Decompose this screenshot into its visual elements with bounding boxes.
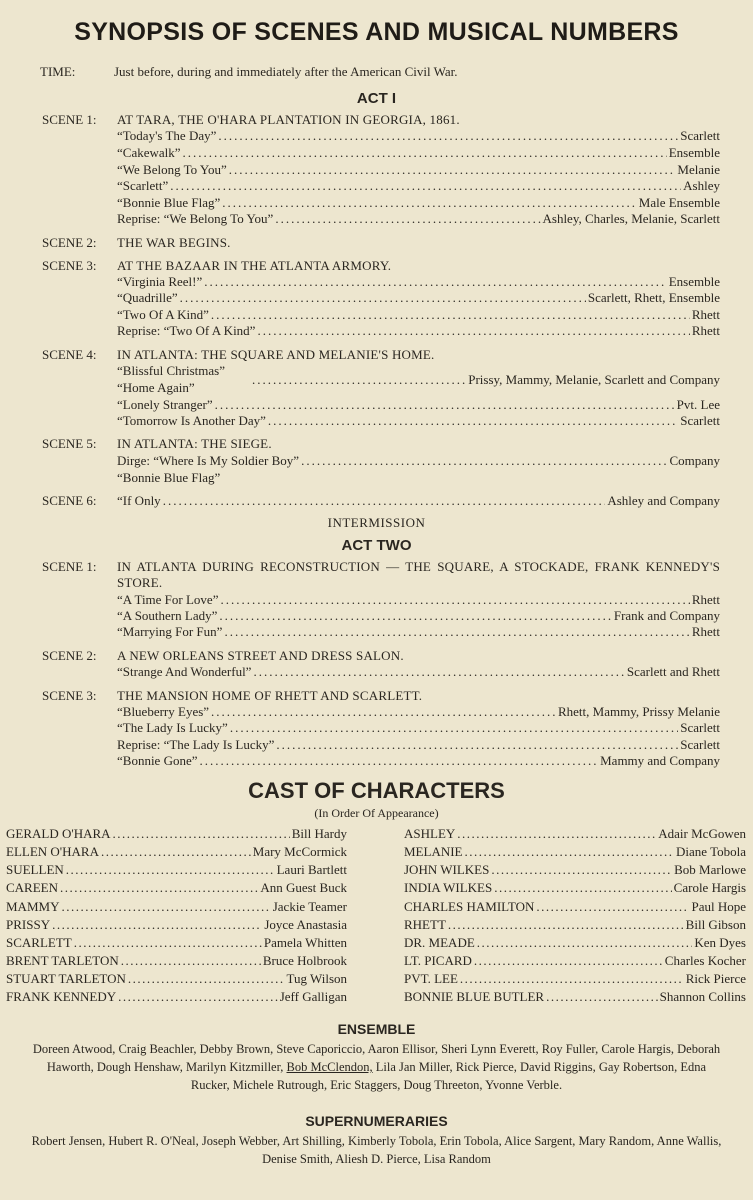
song-row xyxy=(117,128,720,144)
leader-dots xyxy=(60,879,258,897)
song-title: “Blueberry Eyes” xyxy=(117,704,210,719)
song-title: “Marrying For Fun” xyxy=(117,624,223,639)
scene-title: THE MANSION HOME OF RHETT AND SCARLETT. xyxy=(117,688,423,703)
leader-dots xyxy=(211,704,556,720)
scene-title: AT TARA, THE O'HARA PLANTATION IN GEORGIA, 1861. xyxy=(117,112,460,127)
page-title: SYNOPSIS OF SCENES AND MUSICAL NUMBERS xyxy=(74,18,679,46)
leader-dots xyxy=(252,372,466,388)
leader-dots xyxy=(101,843,251,861)
song-title: Reprise: “The Lady Is Lucky” xyxy=(117,737,275,752)
leader-dots xyxy=(301,453,667,469)
cast-row xyxy=(404,934,746,952)
song-performers: Scarlett xyxy=(680,413,720,428)
song-row xyxy=(117,704,720,720)
leader-dots xyxy=(222,195,637,211)
scene-title: IN ATLANTA: THE SIEGE. xyxy=(117,436,272,451)
character-name: LT. PICARD xyxy=(404,953,472,968)
leader-dots xyxy=(74,934,262,952)
character-name: STUART TARLETON xyxy=(6,971,126,986)
character-name: PVT. LEE xyxy=(404,971,458,986)
character-name: MELANIE xyxy=(404,844,463,859)
song-title: “Tomorrow Is Another Day” xyxy=(117,413,266,428)
character-name: BRENT TARLETON xyxy=(6,953,119,968)
character-name: ASHLEY xyxy=(404,826,456,841)
leader-dots xyxy=(170,178,681,194)
song-title: “Two Of A Kind” xyxy=(117,307,209,322)
time-line xyxy=(40,64,457,80)
song-row xyxy=(117,720,720,736)
ensemble-names-part: Lila Jan Miller, Rick Pierce, David Riggins, Gay Robertson, Edna Rucker, Michele Rutrough, Eric Staggers, Doug Threeton, Yvonne Verble. xyxy=(190,1060,707,1092)
ensemble-names-part: Doreen Atwood, Craig Beachler, Debby Brown, Steve Caporiccio, Aaron Ellisor, Sheri Lynn Everett, Roy Fuller, Carole Hargis, Deborah Haworth, Dough Henshaw, Marilyn Kitzmiller, xyxy=(32,1042,721,1074)
scene-label: SCENE 5: xyxy=(42,436,97,451)
song-performers: Rhett xyxy=(691,323,720,338)
character-name: ELLEN O'HARA xyxy=(6,844,99,859)
cast-row xyxy=(404,952,746,970)
song-title: Reprise: “Two Of A Kind” xyxy=(117,323,256,338)
actor-name: Rick Pierce xyxy=(685,971,746,986)
song-title: Dirge: “Where Is My Soldier Boy” xyxy=(117,453,300,468)
leader-dots xyxy=(457,825,656,843)
actor-name: Lauri Bartlett xyxy=(276,862,347,877)
song-title: “A Time For Love” xyxy=(117,592,219,607)
song-title: “Lonely Stranger” xyxy=(117,397,213,412)
song-row xyxy=(117,274,720,290)
character-name: INDIA WILKES xyxy=(404,880,493,895)
character-name: SUELLEN xyxy=(6,862,64,877)
song-performers: Company xyxy=(669,453,720,468)
scene-title: THE WAR BEGINS. xyxy=(117,235,231,250)
song-title: “Today's The Day” xyxy=(117,128,217,143)
leader-dots xyxy=(211,307,690,323)
leader-dots xyxy=(253,664,624,680)
cast-row xyxy=(6,934,347,952)
actor-name: Charles Kocher xyxy=(664,953,746,968)
character-name: SCARLETT xyxy=(6,935,72,950)
song-row xyxy=(117,493,720,509)
actor-name: Paul Hope xyxy=(691,899,746,914)
time-label: TIME: xyxy=(40,64,76,79)
song-performers: Ensemble xyxy=(668,274,720,289)
song-title: “Home Again” xyxy=(117,380,195,395)
song-row xyxy=(117,453,720,469)
act-two-heading: ACT TWO xyxy=(341,537,412,554)
actor-name: Joyce Anastasia xyxy=(264,917,347,932)
leader-dots xyxy=(224,624,689,640)
actor-name: Bill Gibson xyxy=(685,917,746,932)
cast-row xyxy=(404,825,746,843)
song-performers: Ashley xyxy=(683,178,720,193)
song-performers: Ashley and Company xyxy=(607,493,720,508)
song-performers: Scarlett xyxy=(680,720,720,735)
actor-name: Mary McCormick xyxy=(252,844,347,859)
song-performers: Pvt. Lee xyxy=(676,397,720,412)
song-row xyxy=(117,413,720,429)
song-performers: Ensemble xyxy=(668,145,720,160)
leader-dots xyxy=(200,753,599,769)
leader-dots xyxy=(66,861,275,879)
actor-name: Bruce Holbrook xyxy=(262,953,347,968)
song-title: “A Southern Lady” xyxy=(117,608,218,623)
actor-name: Bob Marlowe xyxy=(674,862,746,877)
time-text: Just before, during and immediately after the American Civil War. xyxy=(114,64,458,79)
leader-dots xyxy=(477,934,693,952)
act-one-heading: ACT I xyxy=(356,90,397,107)
leader-dots xyxy=(118,988,278,1006)
leader-dots xyxy=(448,916,684,934)
cast-row xyxy=(6,861,347,879)
scene-label: SCENE 4: xyxy=(42,347,97,362)
leader-dots xyxy=(183,145,667,161)
character-name: DR. MEADE xyxy=(404,935,475,950)
character-name: PRISSY xyxy=(6,917,51,932)
song-title: “Blissful Christmas” xyxy=(117,363,225,378)
song-row xyxy=(117,397,720,413)
song-title: Reprise: “We Belong To You” xyxy=(117,211,274,226)
cast-row xyxy=(404,843,746,861)
character-name: BONNIE BLUE BUTLER xyxy=(404,989,545,1004)
leader-dots xyxy=(121,952,261,970)
character-name: GERALD O'HARA xyxy=(6,826,111,841)
leader-dots xyxy=(220,592,689,608)
cast-row xyxy=(6,970,347,988)
scene-title: A NEW ORLEANS STREET AND DRESS SALON. xyxy=(117,648,404,663)
scene-title: AT THE BAZAAR IN THE ATLANTA ARMORY. xyxy=(117,258,392,273)
leader-dots xyxy=(204,274,666,290)
intermission-label: INTERMISSION xyxy=(327,515,426,530)
leader-dots xyxy=(219,608,611,624)
leader-dots xyxy=(163,493,606,509)
actor-name: Bill Hardy xyxy=(291,826,347,841)
actor-name: Tug Wilson xyxy=(286,971,347,986)
cast-row xyxy=(404,988,746,1006)
actor-name: Jackie Teamer xyxy=(272,899,347,914)
character-name: CHARLES HAMILTON xyxy=(404,899,535,914)
scene-label: SCENE 2: xyxy=(42,235,97,250)
song-row xyxy=(117,211,720,227)
song-row xyxy=(117,178,720,194)
song-title: “We Belong To You” xyxy=(117,162,227,177)
leader-dots xyxy=(218,128,678,144)
leader-dots xyxy=(52,916,262,934)
song-performers: Melanie xyxy=(677,162,720,177)
scene-label: SCENE 6: xyxy=(42,493,97,508)
song-title: “Bonnie Gone” xyxy=(117,753,198,768)
song-performers: Scarlett xyxy=(680,737,720,752)
actor-name: Carole Hargis xyxy=(673,880,746,895)
song-row xyxy=(117,162,720,178)
character-name: MAMMY xyxy=(6,899,60,914)
actor-name: Pamela Whitten xyxy=(263,935,347,950)
ensemble-heading: ENSEMBLE xyxy=(337,1021,416,1037)
cast-row xyxy=(6,879,347,897)
song-title: “Bonnie Blue Flag” xyxy=(117,195,221,210)
leader-dots xyxy=(257,323,689,339)
scene-label: SCENE 1: xyxy=(42,112,97,127)
song-performers: Ashley, Charles, Melanie, Scarlett xyxy=(542,211,720,226)
song-row xyxy=(117,664,720,680)
cast-row xyxy=(6,916,347,934)
leader-dots xyxy=(460,970,684,988)
leader-dots xyxy=(494,879,671,897)
leader-dots xyxy=(180,290,586,306)
song-title: “Virginia Reel!” xyxy=(117,274,203,289)
leader-dots xyxy=(268,413,678,429)
actor-name: Ken Dyes xyxy=(694,935,746,950)
cast-row xyxy=(6,988,347,1006)
song-row xyxy=(117,608,720,624)
character-name: JOHN WILKES xyxy=(404,862,490,877)
leader-dots xyxy=(61,898,270,916)
song-performers: Mammy and Company xyxy=(600,753,720,768)
song-title: “Bonnie Blue Flag” xyxy=(117,470,221,485)
character-name: RHETT xyxy=(404,917,446,932)
leader-dots xyxy=(275,211,540,227)
song-title: “Scarlett” xyxy=(117,178,169,193)
song-row xyxy=(117,145,720,161)
actor-name: Adair McGowen xyxy=(658,826,746,841)
character-name: FRANK KENNEDY xyxy=(6,989,117,1004)
cast-row xyxy=(6,843,347,861)
song-performers: Rhett xyxy=(691,592,720,607)
ensemble-names xyxy=(30,1040,723,1094)
character-name: CAREEN xyxy=(6,880,58,895)
supernumeraries-heading: SUPERNUMERARIES xyxy=(305,1113,448,1129)
cast-title: CAST OF CHARACTERS xyxy=(248,778,505,803)
cast-subtitle: (In Order Of Appearance) xyxy=(314,806,439,820)
song-performers: Scarlett, Rhett, Ensemble xyxy=(587,290,720,305)
song-performers: Scarlett and Rhett xyxy=(626,664,720,679)
song-row xyxy=(117,592,720,608)
song-title: “If Only xyxy=(117,493,161,508)
supernumeraries-names: Robert Jensen, Hubert R. O'Neal, Joseph Webber, Art Shilling, Kimberly Tobola, Erin Tobola, Alice Sargent, Mary Random, Anne Wallis, Denise Smith, Aliesh D. Pierce, Lisa Random xyxy=(31,1134,722,1166)
leader-dots xyxy=(474,952,663,970)
song-performers: Rhett xyxy=(691,307,720,322)
song-row xyxy=(117,195,720,211)
song-performers: Prissy, Mammy, Melanie, Scarlett and Company xyxy=(468,372,720,387)
ensemble-highlighted-name: Bob McClendon, xyxy=(286,1060,373,1074)
song-row xyxy=(117,323,720,339)
scene-label: SCENE 2: xyxy=(42,648,97,663)
song-performers: Scarlett xyxy=(680,128,720,143)
cast-row xyxy=(404,970,746,988)
scene-title: IN ATLANTA: THE SQUARE AND MELANIE'S HOME. xyxy=(117,347,435,362)
song-row xyxy=(117,624,720,640)
song-row xyxy=(117,737,720,753)
leader-dots xyxy=(128,970,285,988)
song-row xyxy=(117,307,720,323)
leader-dots xyxy=(276,737,678,753)
scene-label: SCENE 3: xyxy=(42,258,97,273)
leader-dots xyxy=(113,825,290,843)
leader-dots xyxy=(546,988,658,1006)
song-row xyxy=(117,290,720,306)
song-row xyxy=(117,753,720,769)
song-performers: Male Ensemble xyxy=(638,195,720,210)
song-row xyxy=(250,372,720,388)
song-title: “Cakewalk” xyxy=(117,145,181,160)
actor-name: Ann Guest Buck xyxy=(260,880,347,895)
cast-row xyxy=(404,879,746,897)
actor-name: Diane Tobola xyxy=(676,844,746,859)
cast-row xyxy=(6,898,347,916)
leader-dots xyxy=(230,720,678,736)
song-performers: Frank and Company xyxy=(613,608,720,623)
cast-row xyxy=(404,898,746,916)
scene-label: SCENE 3: xyxy=(42,688,97,703)
actor-name: Shannon Collins xyxy=(659,989,746,1004)
cast-row xyxy=(6,825,347,843)
cast-row xyxy=(6,952,347,970)
song-title: “Strange And Wonderful” xyxy=(117,664,252,679)
leader-dots xyxy=(536,898,689,916)
song-performers: Rhett xyxy=(691,624,720,639)
scene-title: IN ATLANTA DURING RECONSTRUCTION — THE SQUARE, A STOCKADE, FRANK KENNEDY'S STORE. xyxy=(117,559,720,590)
song-performers: Rhett, Mammy, Prissy Melanie xyxy=(557,704,720,719)
cast-row xyxy=(404,916,746,934)
song-title: “Quadrille” xyxy=(117,290,178,305)
leader-dots xyxy=(229,162,676,178)
actor-name: Jeff Galligan xyxy=(279,989,347,1004)
leader-dots xyxy=(465,843,675,861)
leader-dots xyxy=(215,397,675,413)
song-title: “The Lady Is Lucky” xyxy=(117,720,228,735)
cast-row xyxy=(404,861,746,879)
leader-dots xyxy=(491,861,672,879)
scene-label: SCENE 1: xyxy=(42,559,97,574)
